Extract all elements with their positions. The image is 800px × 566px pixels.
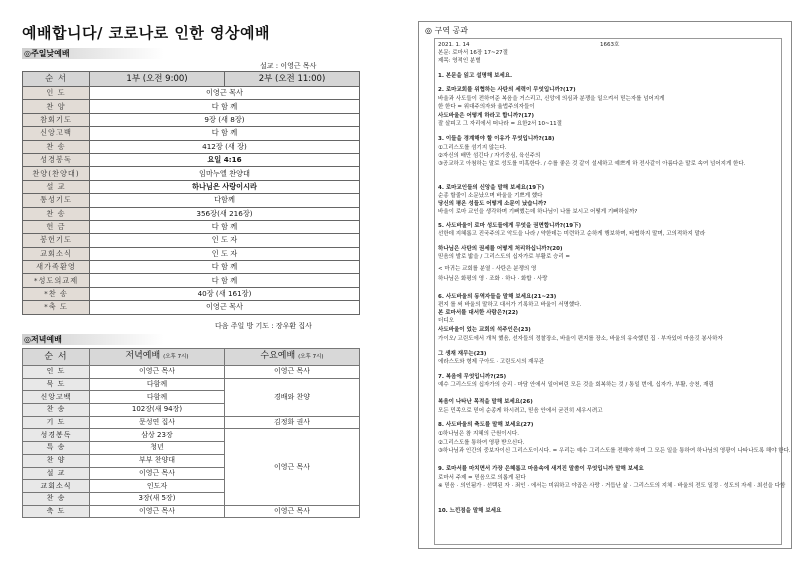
table-row bbox=[23, 234, 360, 247]
row-value: 임마누엘 찬양대 bbox=[90, 167, 360, 180]
row-value: 이영근 목사 bbox=[90, 467, 225, 480]
row-value: 412장 (새 장) bbox=[90, 140, 360, 153]
sunday-table-header bbox=[23, 72, 360, 87]
row-label: *축 도 bbox=[23, 301, 90, 314]
table-row bbox=[23, 180, 360, 193]
evening-service-table bbox=[22, 348, 360, 518]
study-answer: ※ 믿음 · 의인됨가 · 선택된 자 · 죄인 · 에서는 미워하고 야곱은 사랑 · 거듭난 삶 · 그리스도의 지체 · 바울의 전도 일정 · 성도의 자세 · 최선을 다함 bbox=[438, 483, 786, 489]
study-answer: 한 한다 = 위대주의자와 율법주의자들이 bbox=[438, 104, 535, 110]
row-value: 인 도 자 bbox=[90, 234, 360, 247]
row-label: 새가족환영 bbox=[23, 261, 90, 274]
table-row bbox=[23, 140, 360, 153]
row-label: *성도의교제 bbox=[23, 274, 90, 287]
row-value: 하나님은 사랑이시라 bbox=[90, 180, 360, 193]
study-date: 2021. 1. 14 bbox=[438, 42, 470, 48]
row-value: 요일 4:16 bbox=[90, 153, 360, 166]
header-wednesday-time: (오후 7시) bbox=[298, 354, 324, 360]
study-subject: 제목: 영적인 분별 bbox=[438, 58, 481, 64]
row-label: 찬 송 bbox=[23, 140, 90, 153]
row-value: 이영근 목사 bbox=[90, 87, 360, 100]
table-row bbox=[23, 247, 360, 260]
row-value: 356장(새 216장) bbox=[90, 207, 360, 220]
study-answer: < 마귀는 교회를 분열 · 사탄은 분쟁의 영 bbox=[438, 266, 537, 272]
study-answer: 바울과 사도들이 전하여준 복음을 거스리고, 신앙에 의심과 분쟁을 일으켜서 믿는자를 넘어지게 bbox=[438, 96, 665, 102]
row-value: 다 함 께 bbox=[90, 220, 360, 233]
row-label: 축 도 bbox=[23, 505, 90, 518]
row-value: 다 함 께 bbox=[90, 274, 360, 287]
table-row bbox=[23, 167, 360, 180]
study-question: 그 생재 재무는(23) bbox=[438, 351, 487, 357]
row-value: 9장 (새 8장) bbox=[90, 113, 360, 126]
study-answer: ①그리스도를 섬기지 않는다. bbox=[438, 145, 507, 151]
row-label: 헌 금 bbox=[23, 220, 90, 233]
study-answer: 예수 그리스도의 십자가의 승리 · 마담 안에서 일어버린 모든 것을 회복하는 것 / 통일 번에, 십자가, 부활, 승천, 재림 bbox=[438, 382, 714, 388]
table-row bbox=[23, 87, 360, 100]
row-label: 찬 송 bbox=[23, 492, 90, 505]
row-label: 성경봉독 bbox=[23, 429, 90, 442]
sunday-service-heading: ◎주일낮예배 bbox=[22, 48, 164, 59]
table-row bbox=[23, 287, 360, 300]
row-label: 참회기도 bbox=[23, 113, 90, 126]
study-answer: 잘 살피고 그 자리에서 떠나라 = 요한2서 10~11절 bbox=[438, 121, 562, 127]
header-evening bbox=[90, 349, 225, 366]
study-heading: ◎ 구역 공과 bbox=[425, 26, 468, 35]
study-question: 사도바울은 어떻게 하라고 합니까?(17) bbox=[438, 113, 534, 119]
study-question: 10. 느낀점을 말해 보세요 bbox=[438, 508, 502, 514]
study-question: 2. 로마교회를 위협하는 사탄의 세력이 무엇입니까?(17) bbox=[438, 87, 576, 93]
row-label: 통성기도 bbox=[23, 194, 90, 207]
table-row bbox=[23, 378, 360, 391]
wed-sermon: 이영근 목사 bbox=[225, 429, 360, 505]
row-label: 봉헌기도 bbox=[23, 234, 90, 247]
row-label: 찬양(찬양대) bbox=[23, 167, 90, 180]
study-answer: 선한데 지혜롭고 진국주의고 악도을 나라 / 약한데는 미련하고 순하게 행보하며, 타협하지 말며, 고의적하지 말라 bbox=[438, 231, 706, 237]
sunday-service-table bbox=[22, 71, 360, 315]
row-label: 찬 송 bbox=[23, 207, 90, 220]
header-second-service: 2부 (오전 11:00) bbox=[225, 72, 360, 87]
table-row bbox=[23, 416, 360, 429]
study-answer: ②자신의 배만 섬긴다 / 자기중심, 육신주의 bbox=[438, 153, 541, 159]
table-row bbox=[23, 127, 360, 140]
study-number: 1663호 bbox=[600, 42, 620, 48]
table-row bbox=[23, 505, 360, 518]
wed-praise: 경배와 찬양 bbox=[225, 378, 360, 416]
table-row bbox=[23, 301, 360, 314]
wed-blessing: 이영근 목사 bbox=[225, 505, 360, 518]
table-row bbox=[23, 100, 360, 113]
study-answer: 로마서 주제 = 믿음으로 의롭게 된다 bbox=[438, 475, 526, 481]
study-answer: 바울이 로마 교인을 생각하며 기뻐했는데 하나님이 나를 보시고 어떻게 기뻐하실까? bbox=[438, 209, 638, 215]
study-answer: 하나님은 화평의 영 · 조화 · 하나 · 화합 · 사랑 bbox=[438, 276, 548, 282]
header-wednesday bbox=[225, 349, 360, 366]
study-question: 8. 사도바울의 축도를 말해 보세요(27) bbox=[438, 422, 534, 428]
row-value: 인도자 bbox=[90, 480, 225, 493]
study-question: 6. 사도바울의 동역자들을 말해 보세요(21~23) bbox=[438, 294, 557, 300]
table-row bbox=[23, 366, 360, 379]
header-order: 순 서 bbox=[23, 72, 90, 87]
study-question: 1. 본문을 읽고 설명해 보세요. bbox=[438, 73, 513, 79]
row-label: 인 도 bbox=[23, 366, 90, 379]
table-row bbox=[23, 113, 360, 126]
study-question: 본 로마서를 대서한 사람은?(22) bbox=[438, 310, 519, 316]
study-answer: 더디오 bbox=[438, 318, 454, 324]
study-answer: ②그리스도를 통하여 영광 받으신다. bbox=[438, 440, 525, 446]
row-label: 설 교 bbox=[23, 180, 90, 193]
row-value: 이영근 목사 bbox=[90, 366, 225, 379]
row-value: 이영근 목사 bbox=[90, 505, 225, 518]
study-text-ref: 본문: 로마서 16장 17~27절 bbox=[438, 50, 508, 56]
sunday-preacher: 설교 : 이영근 목사 bbox=[260, 62, 317, 70]
table-row bbox=[23, 429, 360, 442]
page-title: 예배합니다/ 코로나로 인한 영상예배 bbox=[22, 24, 270, 42]
study-question: 당신의 평온 성들도 어떻게 소문이 났습니까? bbox=[438, 201, 547, 207]
row-label: 신앙고백 bbox=[23, 127, 90, 140]
study-answer: 모든 민족으로 믿어 순종케 하시려고, 믿음 안에서 굳건히 세우시려고 bbox=[438, 408, 603, 414]
row-value: 102장(새 94장) bbox=[90, 404, 225, 417]
row-value: 인 도 자 bbox=[90, 247, 360, 260]
study-answer: 가이오/ 고린도에서 개척 했음, 선자들의 정찰장소, 바울이 편지를 장소, 바울의 유숙했던 집 · 부자있어 마음깃 봉사하자 bbox=[438, 336, 723, 342]
study-answer: 순종 할줄이 소문났으며 바울을 기쁘게 했다 bbox=[438, 193, 543, 199]
row-label: 찬 송 bbox=[23, 404, 90, 417]
study-question: 5. 사도바울이 로마 성도들에게 무엇을 권면합니까?(19下) bbox=[438, 223, 582, 229]
header-wednesday-title: 수요예배 bbox=[260, 351, 296, 361]
header-evening-title: 저녁예배 bbox=[125, 351, 161, 361]
study-answer: 편지 를 써 바울의 말하고 대서가 기록하고 바울이 서명했다. bbox=[438, 302, 582, 308]
table-row bbox=[23, 261, 360, 274]
row-label: 성경봉독 bbox=[23, 153, 90, 166]
study-question: 3. 이들을 경계해야 할 이유가 무엇입니까?(18) bbox=[438, 136, 555, 142]
row-label: 인 도 bbox=[23, 87, 90, 100]
table-row bbox=[23, 153, 360, 166]
row-value: 문성연 집사 bbox=[90, 416, 225, 429]
row-label: *찬 송 bbox=[23, 287, 90, 300]
row-value: 이영근 목사 bbox=[90, 301, 360, 314]
row-value: 다 함 께 bbox=[90, 261, 360, 274]
row-value: 부부 찬양대 bbox=[90, 454, 225, 467]
study-question: 7. 복음에 무엇입니까?(25) bbox=[438, 374, 507, 380]
study-answer: ③하나님과 인간의 중보자이신 그리스도이시다. = 우리는 예수 그리스도를 전해야 하며 그 모든 일을 통하여 하나님의 영광이 나타나도록 해야 한다. bbox=[438, 448, 791, 454]
study-answer: 믿음의 발로 밟을 / 그리스도의 십자가로 부활로 승리 = bbox=[438, 254, 571, 260]
table-row bbox=[23, 194, 360, 207]
table-row bbox=[23, 274, 360, 287]
header-first-service: 1부 (오전 9:00) bbox=[90, 72, 225, 87]
study-question: 9. 로마서를 마치면서 가장 은혜롭고 마음속에 새겨진 말씀이 무엇입니까 말해 보세요 bbox=[438, 466, 644, 472]
evening-table-header bbox=[23, 349, 360, 366]
row-value: 삼상 23장 bbox=[90, 429, 225, 442]
row-value: 청년 bbox=[90, 442, 225, 455]
wed-prayer: 김정화 권사 bbox=[225, 416, 360, 429]
row-label: 교회소식 bbox=[23, 480, 90, 493]
row-value: 3장(새 5장) bbox=[90, 492, 225, 505]
next-week-prayer: 다음 주일 방 기도 : 장우환 집사 bbox=[215, 322, 312, 330]
study-question: 사도바울이 었는 교회의 석주인은(23) bbox=[438, 327, 531, 333]
row-value: 다 함 께 bbox=[90, 100, 360, 113]
row-label: 기 도 bbox=[23, 416, 90, 429]
evening-service-heading: ◎저녁예배 bbox=[22, 334, 164, 345]
row-label: 신앙고백 bbox=[23, 391, 90, 404]
study-answer: ③공교하고 아첨하는 말로 성도를 미혹한다. / 수를 좋은 것 같이 설세하고 예쁘게 하 전사같이 아름다운 말로 속여 넘어지게 한다. bbox=[438, 161, 746, 167]
row-value: 다함께 bbox=[90, 194, 360, 207]
row-value: 다 함 께 bbox=[90, 127, 360, 140]
row-label: 묵 도 bbox=[23, 378, 90, 391]
header-evening-time: (오후 7시) bbox=[163, 354, 189, 360]
table-row bbox=[23, 220, 360, 233]
row-value: 40장 (새 161장) bbox=[90, 287, 360, 300]
header-order: 순 서 bbox=[23, 349, 90, 366]
row-label: 찬 양 bbox=[23, 100, 90, 113]
row-label: 특 송 bbox=[23, 442, 90, 455]
row-label: 교회소식 bbox=[23, 247, 90, 260]
wed-leader: 이영근 목사 bbox=[225, 366, 360, 379]
table-row bbox=[23, 207, 360, 220]
study-question: 복음이 나타난 목적을 말해 보세요(26) bbox=[438, 399, 533, 405]
row-label: 찬 양 bbox=[23, 454, 90, 467]
row-value: 다함께 bbox=[90, 378, 225, 391]
study-answer: ①하나님은 참 지혜의 근원이시다. bbox=[438, 431, 519, 437]
row-label: 설 교 bbox=[23, 467, 90, 480]
study-question: 하나님은 사탄의 권세를 어떻게 처리하십니까?(20) bbox=[438, 246, 563, 252]
study-answer: 에라스도와 형제 구아도 · 고린도시의 재무관 bbox=[438, 359, 545, 365]
study-question: 4. 로마교인들의 신앙을 말해 보세요(19下) bbox=[438, 185, 545, 191]
row-value: 다함께 bbox=[90, 391, 225, 404]
